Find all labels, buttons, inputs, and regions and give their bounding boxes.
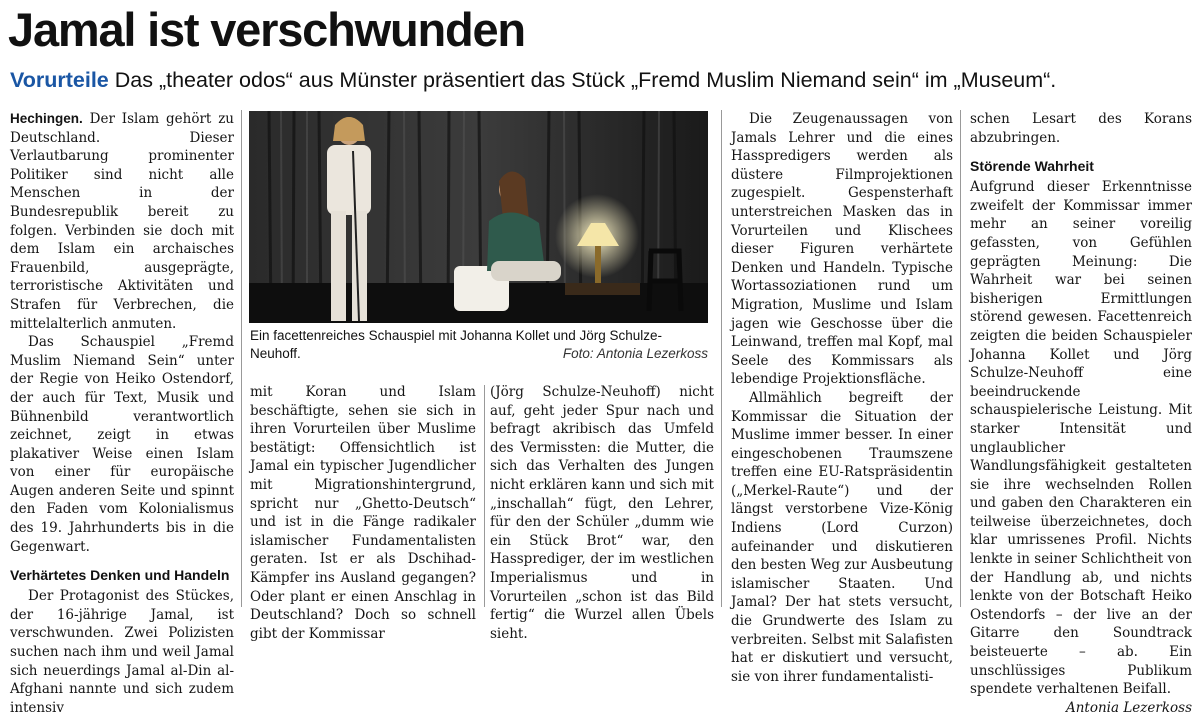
paragraph-intro: Der Islam gehört zu Deutschland. Dieser Verlautbarung prominenter Politiker sind nicht alle Menschen in der Bundesrepublik bereit zu folgen. Verbinden sie doch mit dem Islam ein archaisches Frauenbild, ausgeprägte, terroristische Aktivitäten und Strafen für Verbrechen, die mittelalterlich anmuten. bbox=[10, 111, 234, 332]
article-photo bbox=[249, 111, 708, 323]
subheadline bbox=[10, 66, 1056, 94]
dateline: Hechingen. bbox=[10, 111, 83, 126]
paragraph-text: Aufgrund dieser Erkenntnisse zweifelt der Kommissar immer mehr an seiner voreilig gefassten, von Gefühlen geprägten Meinung: Die Wahrheit war bei seinen bisherigen Ermittlungen störend gewesen. Facettenreich zeigten die beiden Schauspieler Johanna Kollet und Jörg Schulze-Neuhoff eine beeindruckende schauspielerische Leistung. Mit starker Intensität und unglaublicher Wandlungsfähigkeit gestalteten sie ihre wechselnden Rollen und gaben den Charakteren ein teilweise überzeichnetes, doch klar umrissenes Profil. Nichts lenkte in seiner Schlichtheit von der Handlung ab, und nichts lenkte von der Botschaft Heiko Ostendorfs – der live an der Gitarre den Soundtrack beisteuerte – ab. Ein unschlüssiges Publikum spendete verhaltenen Beifall. bbox=[970, 179, 1192, 698]
subheadline-text: Das „theater odos“ aus Münster präsentiert das Stück „Fremd Muslim Niemand sein“ im „Museum“. bbox=[114, 68, 1057, 92]
paragraph: Die Zeugenaussagen von Jamals Lehrer und die eines Hasspredigers werden als düstere Filmprojektionen zugespielt. Gespensterhaft unterstreichen Masken das in Vorurteilen und Klischees dieser Figuren verhärtete Denken und Handeln. Typische Wortassoziationen rund um Migration, Muslime und Islam jagen wie Geschosse über die Leinwand, treffen mal Kopf, mal Seele des Kommissars als lebendige Projektionsfläche. bbox=[731, 111, 953, 388]
article-column-2 bbox=[250, 383, 476, 643]
paragraph: Der Protagonist des Stückes, der 16-jährige Jamal, ist verschwunden. Zwei Polizisten suchen nach ihm und weil Jamal sich neuerdings Jamal al-Din al-Afghani nannte und sich zudem intensiv bbox=[10, 588, 234, 716]
stage-photo bbox=[249, 111, 708, 323]
paragraph bbox=[970, 178, 1192, 716]
column-rule bbox=[960, 110, 961, 607]
section-heading: Verhärtetes Denken und Handeln bbox=[10, 567, 230, 584]
paragraph: Das Schauspiel „Fremd Muslim Niemand Sein“ unter der Regie von Heiko Ostendorf, der auch für Text, Musik und Bühnenbild verantwortlich zeichnet, zeigt in etwas plakativer Weise einen Islam von einer für europäische Augen anderen Seite und spinnt den Faden vom Kolonialismus des 19. Jahrhunderts bis in die Gegenwart. bbox=[10, 334, 234, 555]
headline: Jamal ist verschwunden bbox=[8, 3, 525, 56]
column-rule bbox=[484, 385, 485, 607]
article-column-5 bbox=[970, 110, 1192, 717]
kicker: Vorurteile bbox=[10, 68, 109, 92]
photo-caption: Ein facettenreiches Schauspiel mit Johanna Kollet und Jörg Schulze-Neuhoff. bbox=[250, 328, 662, 361]
column-rule bbox=[241, 110, 242, 607]
column-rule bbox=[721, 110, 722, 607]
article-column-4 bbox=[731, 110, 953, 686]
section-heading: Störende Wahrheit bbox=[970, 158, 1094, 175]
paragraph: (Jörg Schulze-Neuhoff) nicht auf, geht jeder Spur nach und befragt akribisch das Umfeld des Vermissten: die Mutter, die sich das Verhalten des Jungen nicht erklären kann und sich mit „inschallah“ fügt, den Lehrer, für den der Schüler „dumm wie ein Stück Brot“ war, den Hassprediger, der im westlichen Imperialismus und in Vorurteilen „schon ist das Bild fertig“ die Wurzel allen Übels sieht. bbox=[490, 384, 714, 642]
photo-credit: Foto: Antonia Lezerkoss bbox=[562, 345, 708, 361]
author-byline: Antonia Lezerkoss bbox=[1065, 699, 1192, 716]
article-column-3 bbox=[490, 383, 714, 643]
paragraph: Allmählich begreift der Kommissar die Situation der Muslime immer besser. In einer eingeschobenen Traumszene treffen eine EU-Ratspräsidentin („Merkel-Raute“) und der längst verstorbene Vize-König Indiens (Lord Curzon) aufeinander und diskutieren den besten Weg zur Ausbeutung islamischer Staaten. Und Jamal? Der hat stets versucht, die Grundwerte des Islam zu verbreiten. Selbst mit Salafisten hat er diskutiert und versucht, sie von ihrer fundamentalisti- bbox=[731, 389, 953, 685]
paragraph: mit Koran und Islam beschäftigte, sehen sie sich in ihren Vorurteilen über Muslime bestätigt: Offensichtlich ist Jamal ein typischer Jugendlicher mit Migrationshintergrund, spricht nur „Ghetto-Deutsch“ und ist in die Fänge radikaler islamischer Fundamentalisten geraten. Ist er als Dschihad-Kämpfer ins Ausland gegangen? Oder plant er einen Anschlag in Deutschland? Doch so schnell gibt der Kommissar bbox=[250, 384, 476, 642]
paragraph: schen Lesart des Korans abzubringen. bbox=[970, 111, 1192, 146]
article-column-1 bbox=[10, 110, 234, 717]
photo-caption-block bbox=[250, 327, 708, 362]
